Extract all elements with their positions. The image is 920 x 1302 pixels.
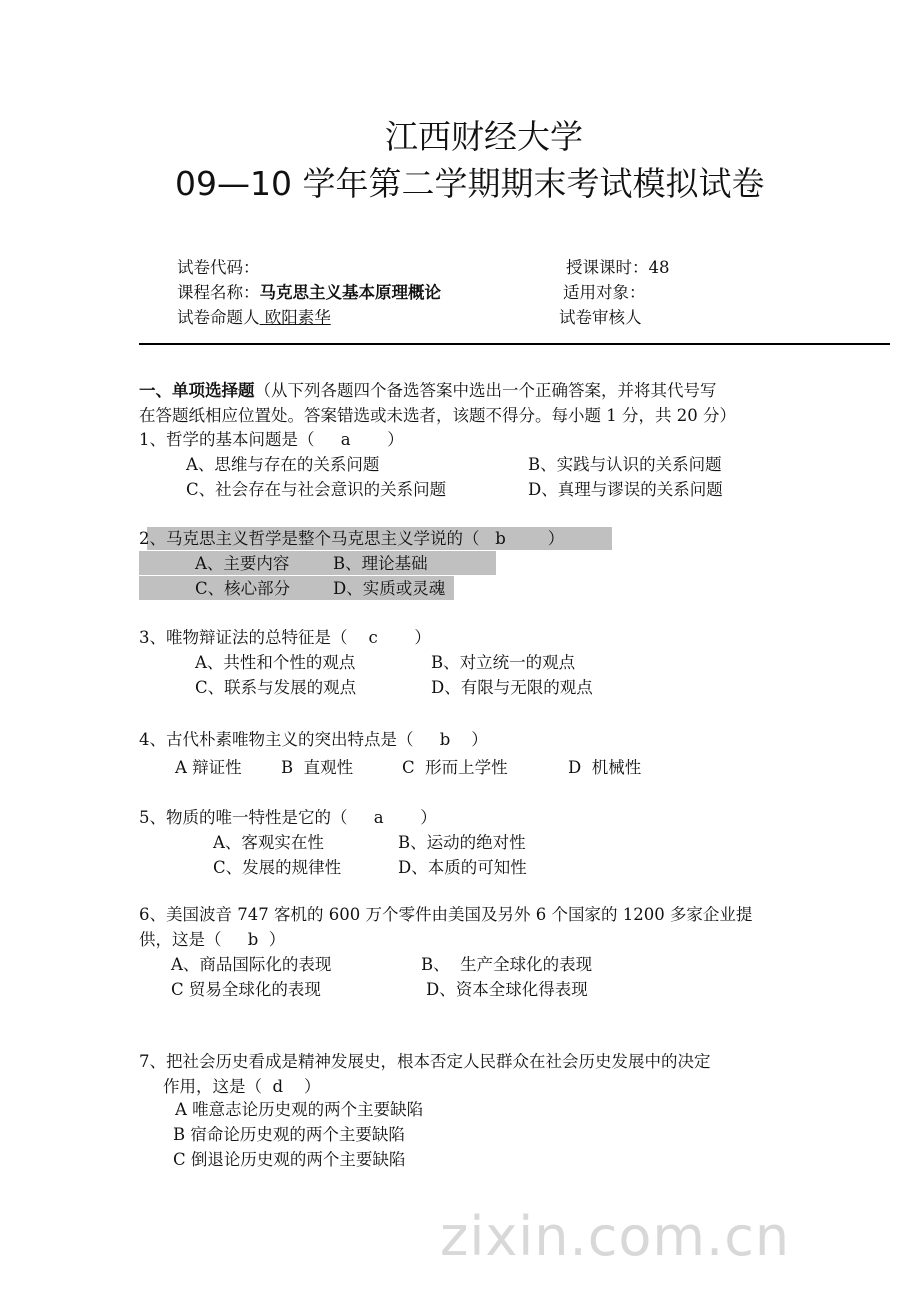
q1-option-a: A、思维与存在的关系问题 (186, 455, 380, 474)
q1-option-c: C、社会存在与社会意识的关系问题 (186, 480, 447, 499)
exam-title: 09—10 学年第二学期期末考试模拟试卷 (175, 164, 765, 203)
course-line (177, 282, 441, 304)
q1-option-b: B、实践与认识的关系问题 (528, 455, 722, 474)
q7-stem-2: 作用，这是（ d ） (163, 1077, 321, 1096)
q2-option-c: C、核心部分 (195, 579, 291, 598)
q4-stem: 4、古代朴素唯物主义的突出特点是（ b ） (139, 730, 488, 749)
reviewer: 试卷审核人 (559, 308, 642, 327)
q4-option-a: A 辩证性 (175, 758, 242, 777)
q5-option-b: B、运动的绝对性 (398, 833, 526, 852)
course-label: 课程名称： (177, 283, 260, 302)
header-divider (139, 343, 890, 345)
q2-option-d: D、实质或灵魂 (333, 579, 446, 598)
q1-option-d: D、真理与谬误的关系问题 (528, 480, 723, 499)
q1-stem: 1、哲学的基本问题是（ a ） (139, 430, 404, 449)
q4-option-d: D 机械性 (568, 758, 642, 777)
audience: 适用对象： (563, 283, 646, 302)
q3-option-a: A、共性和个性的观点 (195, 653, 356, 672)
author-label: 试卷命题人 (177, 308, 260, 327)
q5-option-a: A、客观实在性 (213, 833, 324, 852)
q5-option-d: D、本质的可知性 (398, 858, 527, 877)
q6-option-a: A、商品国际化的表现 (171, 955, 332, 974)
author-name: 欧阳素华 (259, 308, 331, 327)
author-line (177, 307, 331, 329)
q3-option-b: B、对立统一的观点 (431, 653, 576, 672)
code-label: 试卷代码： (177, 258, 260, 277)
q7-stem: 7、把社会历史看成是精神发展史，根本否定人民群众在社会历史发展中的决定 (139, 1052, 711, 1071)
watermark: zixin.com.cn (440, 1205, 791, 1268)
q7-option-c: C 倒退论历史观的两个主要缺陷 (173, 1150, 406, 1169)
q2-stem: 2、马克思主义哲学是整个马克思主义学说的（ b ） (139, 529, 565, 548)
q3-stem: 3、唯物辩证法的总特征是（ c ） (139, 628, 431, 647)
q6-stem: 6、美国波音 747 客机的 600 万个零件由美国及另外 6 个国家的 1200 多家企业提 (139, 905, 753, 924)
q2-option-a: A、主要内容 (195, 554, 290, 573)
q2-option-b: B、理论基础 (333, 554, 428, 573)
q6-option-d: D、资本全球化得表现 (426, 980, 588, 999)
q5-option-c: C、发展的规律性 (213, 858, 342, 877)
q3-option-c: C、联系与发展的观点 (195, 678, 357, 697)
q6-option-b: B、 生产全球化的表现 (421, 955, 593, 974)
school-title: 江西财经大学 (385, 117, 583, 156)
q3-option-d: D、有限与无限的观点 (431, 678, 593, 697)
section-title: 一、单项选择题 (139, 381, 255, 400)
course-name: 马克思主义基本原理概论 (259, 283, 441, 302)
q7-option-a: A 唯意志论历史观的两个主要缺陷 (175, 1100, 424, 1119)
q5-stem: 5、物质的唯一特性是它的（ a ） (139, 808, 437, 827)
q7-option-b: B 宿命论历史观的两个主要缺陷 (173, 1125, 405, 1144)
q4-option-c: C 形而上学性 (402, 758, 508, 777)
q6-stem-2: 供，这是（ b ） (139, 930, 286, 949)
section-desc2: 在答题纸相应位置处。答案错选或未选者，该题不得分。每小题 1 分，共 20 分） (139, 406, 736, 425)
q6-option-c: C 贸易全球化的表现 (171, 980, 321, 999)
hours: 授课课时：48 (566, 258, 670, 277)
section-line1 (139, 380, 717, 402)
section-desc1: （从下列各题四个备选答案中选出一个正确答案，并将其代号写 (254, 381, 717, 400)
q4-option-b: B 直观性 (281, 758, 354, 777)
q2-highlight-2 (139, 551, 496, 575)
